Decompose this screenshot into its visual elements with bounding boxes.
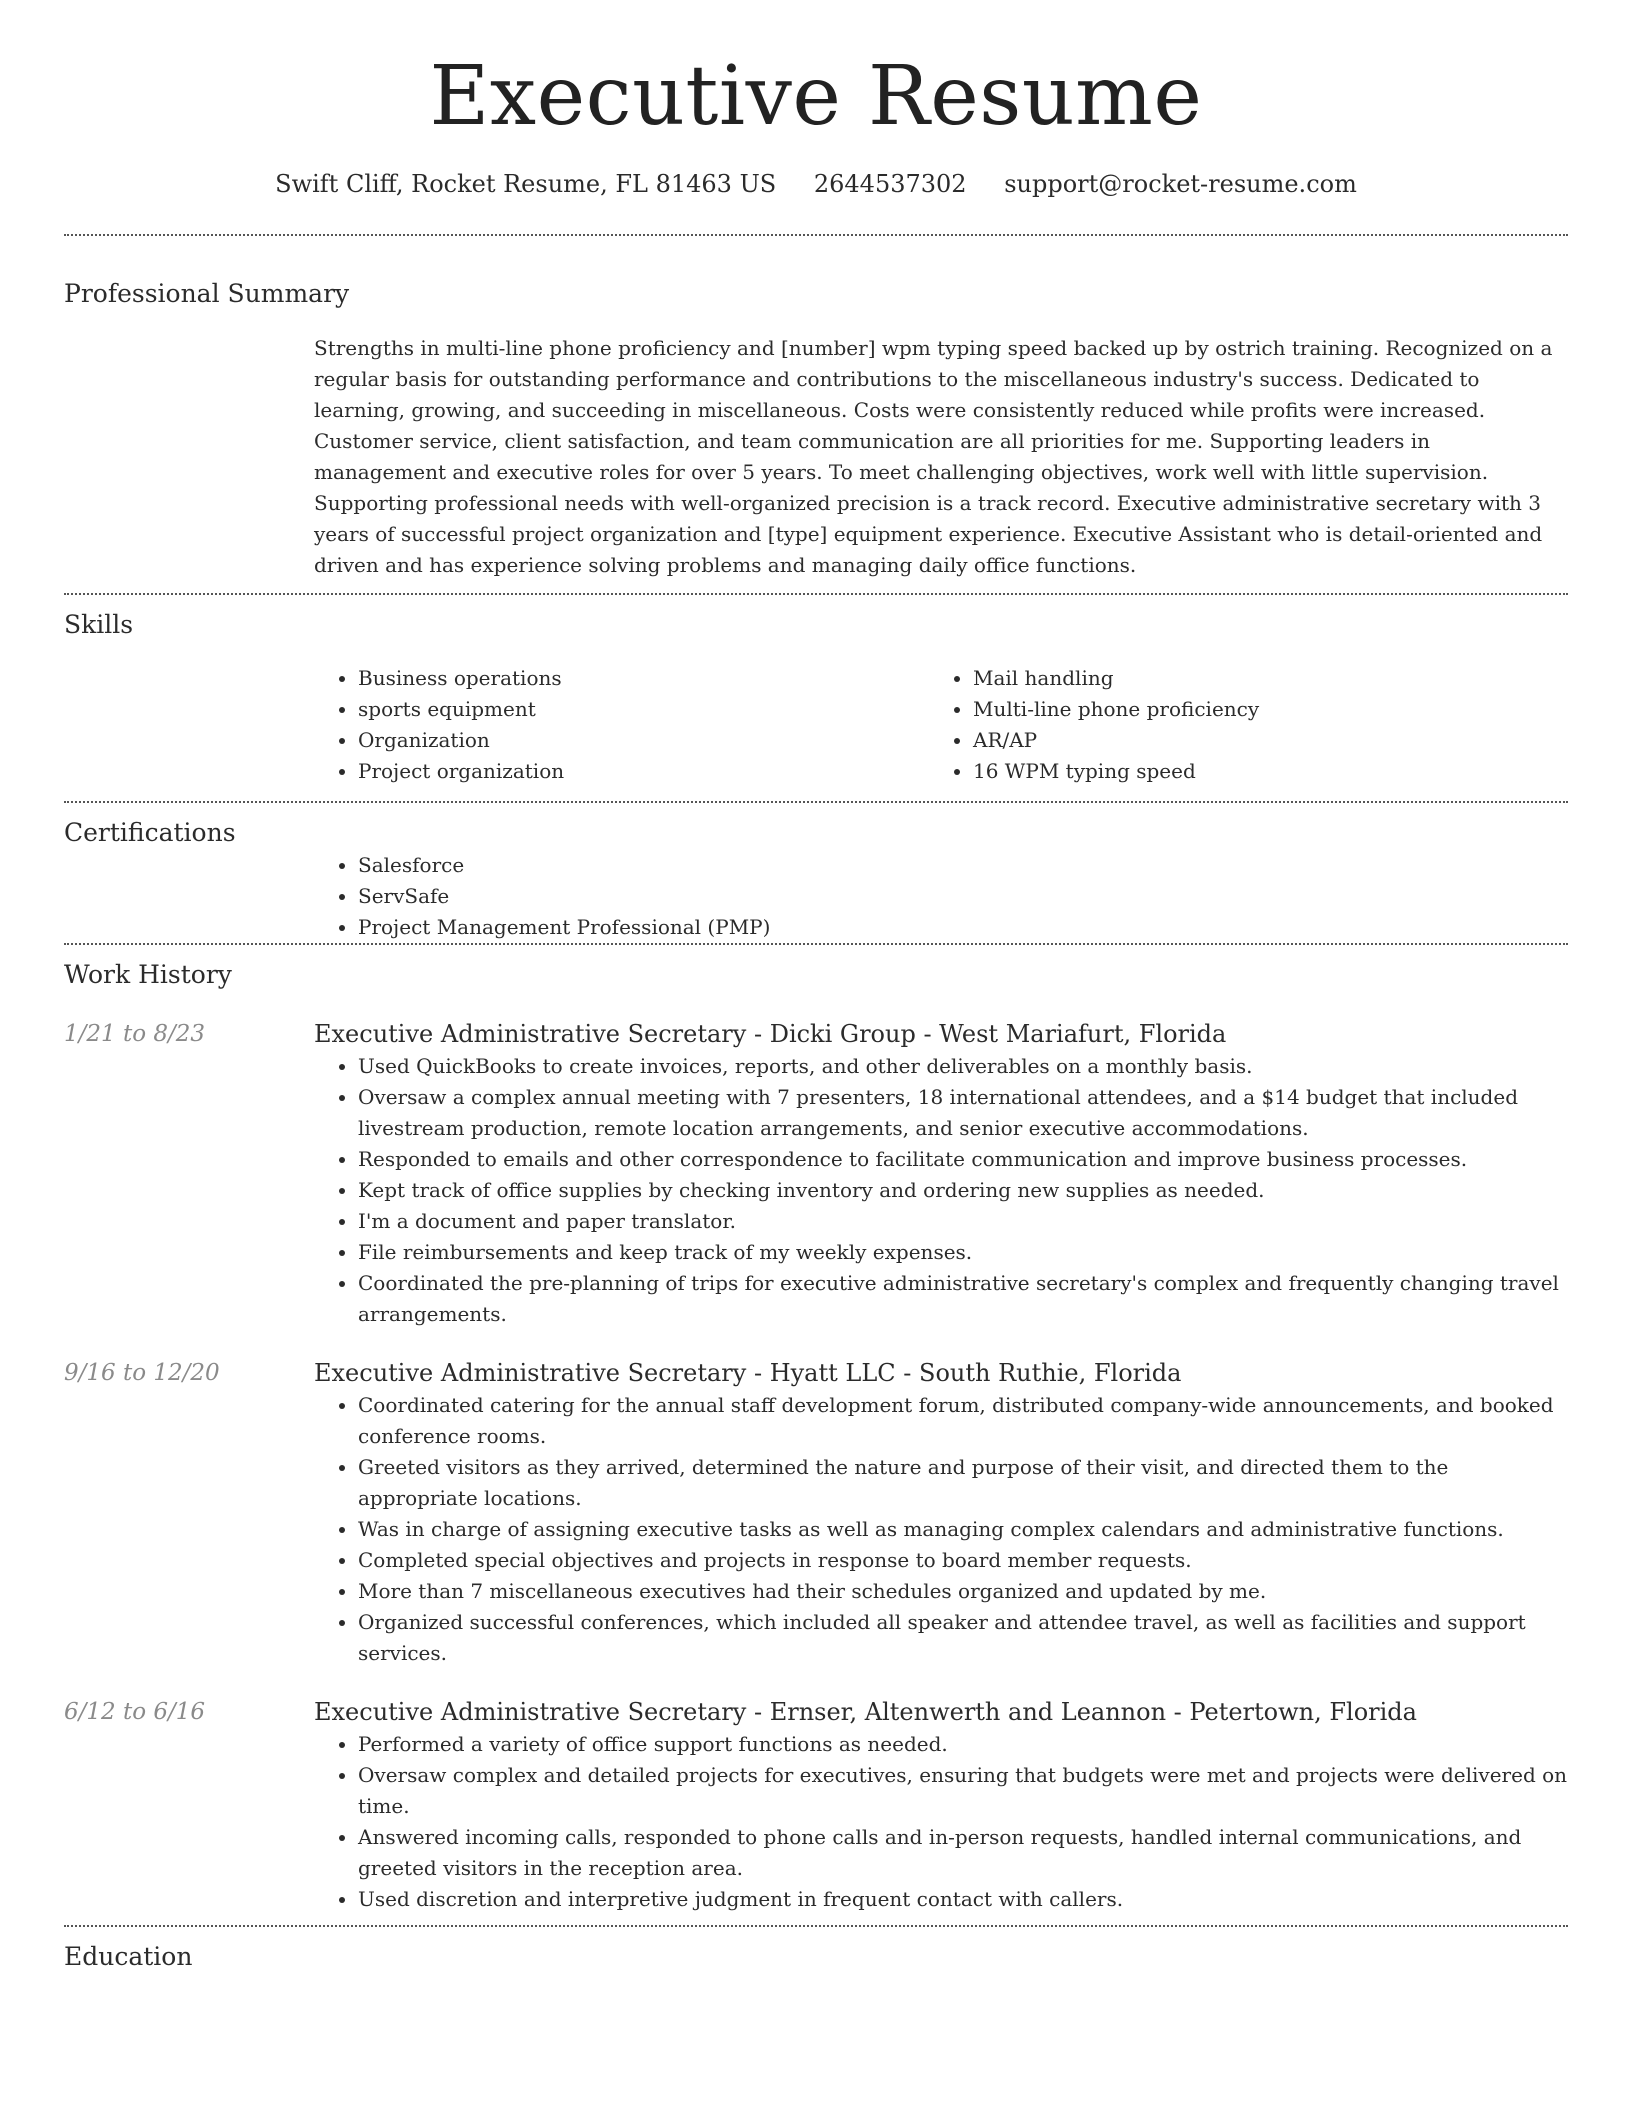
job-bullets xyxy=(314,1051,1568,1330)
contact-email: support@rocket-resume.com xyxy=(1004,170,1357,199)
certification-item: • Project Management Professional (PMP) xyxy=(358,912,1568,943)
skills-list-right xyxy=(929,663,1568,787)
job-bullet: • Completed special objectives and projects in response to board member requests. xyxy=(358,1545,1568,1576)
job-bullets xyxy=(314,1729,1568,1915)
skill-item: • Mail handling xyxy=(973,663,1568,694)
certification-item: • Salesforce xyxy=(358,850,1568,881)
summary-text: Strengths in multi-line phone proficiency and [number] wpm typing speed backed up by ostrich training. Recognized on a regular basis for outstanding performance and contributions to the miscellaneous industry's success. Dedicated to learning, growing, and succeeding in miscellaneous. Costs were consistently reduced while profits were increased. Customer service, client satisfaction, and team communication are all priorities for me. Supporting leaders in management and executive roles for over 5 years. To meet challenging objectives, work well with little supervision. Supporting professional needs with well-organized precision is a track record. Executive administrative secretary with 3 years of successful project organization and [type] equipment experience. Executive Assistant who is detail-oriented and driven and has experience solving problems and managing daily office functions. xyxy=(314,335,1553,577)
job-title: Executive Administrative Secretary - Dicki Group - West Mariafurt, Florida xyxy=(314,1020,1227,1049)
job-content xyxy=(314,1356,1568,1669)
summary-title: Professional Summary xyxy=(64,279,350,309)
job-dates: 9/16 to 12/20 xyxy=(64,1360,220,1387)
skill-item: • Business operations xyxy=(358,663,929,694)
certifications-list xyxy=(314,850,1568,943)
skill-item: • Project organization xyxy=(358,756,929,787)
job-bullet: • I'm a document and paper translator. xyxy=(358,1206,1568,1237)
certifications-section xyxy=(64,803,1568,943)
job-bullet: • Was in charge of assigning executive tasks as well as managing complex calendars and administrative functions. xyxy=(358,1514,1568,1545)
job-bullet: • Greeted visitors as they arrived, determined the nature and purpose of their visit, and directed them to the appropriate locations. xyxy=(358,1452,1568,1514)
skill-item: • Organization xyxy=(358,725,929,756)
job-bullet: • Kept track of office supplies by checking inventory and ordering new supplies as needed. xyxy=(358,1175,1568,1206)
job-bullet: • Coordinated the pre-planning of trips for executive administrative secretary's complex and frequently changing travel arrangements. xyxy=(358,1268,1568,1330)
job-entry xyxy=(64,1356,1568,1669)
skills-list-left xyxy=(314,663,929,787)
work-history-title: Work History xyxy=(64,959,232,989)
skill-item: • 16 WPM typing speed xyxy=(973,756,1568,787)
job-bullet: • Performed a variety of office support functions as needed. xyxy=(358,1729,1568,1760)
job-dates: 6/12 to 6/16 xyxy=(64,1699,206,1726)
skills-title: Skills xyxy=(64,609,134,639)
education-section xyxy=(64,1927,1568,1974)
job-bullet: • Oversaw a complex annual meeting with 7 presenters, 18 international attendees, and a $14 budget that included livestream production, remote location arrangements, and senior executive accommodations. xyxy=(358,1082,1568,1144)
job-bullet: • Coordinated catering for the annual staff development forum, distributed company-wide announcements, and booked conference rooms. xyxy=(358,1390,1568,1452)
job-bullets xyxy=(314,1390,1568,1669)
contact-phone: 2644537302 xyxy=(813,170,967,199)
certifications-title: Certifications xyxy=(64,818,236,848)
skills-grid xyxy=(314,663,1568,787)
certification-item: • ServSafe xyxy=(358,881,1568,912)
job-title: Executive Administrative Secretary - Ernser, Altenwerth and Leannon - Petertown, Florida xyxy=(314,1698,1417,1727)
job-bullet: • File reimbursements and keep track of my weekly expenses. xyxy=(358,1237,1568,1268)
job-bullet: • Used QuickBooks to create invoices, reports, and other deliverables on a monthly basis. xyxy=(358,1051,1568,1082)
skills-section xyxy=(64,595,1568,788)
skill-item: • Multi-line phone proficiency xyxy=(973,694,1568,725)
job-bullet: • Responded to emails and other correspondence to facilitate communication and improve business processes. xyxy=(358,1144,1568,1175)
summary-section xyxy=(64,236,1568,581)
job-content xyxy=(314,1017,1568,1330)
skills-body xyxy=(314,663,1568,787)
job-content xyxy=(314,1695,1568,1915)
job-entry xyxy=(64,1695,1568,1915)
job-bullet: • Organized successful conferences, which included all speaker and attendee travel, as well as facilities and support services. xyxy=(358,1607,1568,1669)
job-title: Executive Administrative Secretary - Hyatt LLC - South Ruthie, Florida xyxy=(314,1359,1182,1388)
resume-header xyxy=(64,0,1568,198)
education-title: Education xyxy=(64,1942,193,1972)
skill-item: • AR/AP xyxy=(973,725,1568,756)
skill-item: • sports equipment xyxy=(358,694,929,725)
job-bullet: • Oversaw complex and detailed projects for executives, ensuring that budgets were met and projects were delivered on time. xyxy=(358,1760,1568,1822)
job-dates: 1/21 to 8/23 xyxy=(64,1021,206,1048)
job-bullet: • More than 7 miscellaneous executives had their schedules organized and updated by me. xyxy=(358,1576,1568,1607)
contact-line xyxy=(64,170,1568,198)
job-bullet: • Used discretion and interpretive judgment in frequent contact with callers. xyxy=(358,1884,1568,1915)
work-history-section xyxy=(64,945,1568,1926)
certifications-body xyxy=(314,850,1568,943)
resume-name: Executive Resume xyxy=(429,49,1203,144)
summary-body xyxy=(314,333,1568,581)
job-entry xyxy=(64,1017,1568,1330)
work-list xyxy=(64,1017,1568,1925)
job-bullet: • Answered incoming calls, responded to phone calls and in-person requests, handled internal communications, and greeted visitors in the reception area. xyxy=(358,1822,1568,1884)
contact-address: Swift Cliff, Rocket Resume, FL 81463 US xyxy=(275,170,777,199)
